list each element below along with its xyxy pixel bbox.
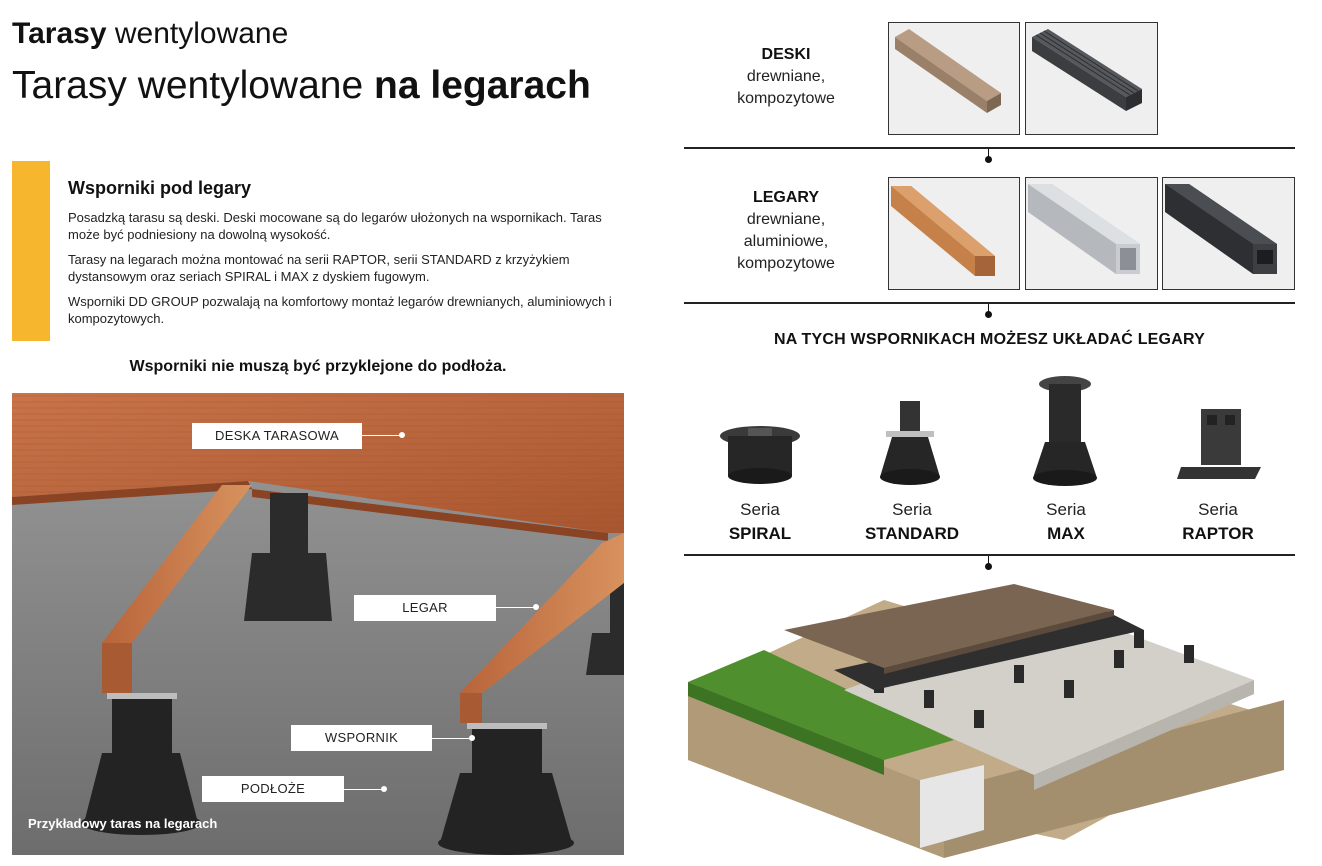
pedestal-standard [842, 498, 982, 546]
connector-dot-3 [985, 563, 992, 570]
info-paragraph-2: Tarasy na legarach można montować na serii RAPTOR, serii STANDARD z krzyżykiem dystansowym oraz seriach SPIRAL i MAX z dyskiem fugowym. [68, 252, 570, 284]
info-paragraph-1: Posadzką tarasu są deski. Deski mocowane są do legarów ułożonych na wspornikach. Taras może być podniesiony na dowolną wysokość. [68, 210, 602, 242]
divider-3 [684, 554, 1295, 556]
leader-deska [362, 435, 402, 436]
pedestal-standard-name: STANDARD [864, 524, 960, 543]
pedestal-raptor-name: RAPTOR [1182, 524, 1254, 543]
deski-title: DESKI [761, 46, 811, 63]
label-podloze: PODŁOŻE [202, 776, 344, 802]
legary-line2: aluminiowe, [743, 233, 829, 250]
standard-pedestal-icon [870, 395, 950, 490]
legary-title: LEGARY [752, 189, 820, 206]
max-pedestal-icon [1025, 372, 1105, 492]
divider-2 [684, 302, 1295, 304]
label-legar: LEGAR [354, 595, 496, 621]
accent-bar [12, 161, 50, 341]
page-title-line2 [12, 62, 591, 110]
info-paragraph-3: Wsporniki DD GROUP pozwalają na komfortowy montaż legarów drewnianych, aluminiowych i kompozytowych. [68, 294, 612, 326]
pedestals-title: NA TYCH WSPORNIKACH MOŻESZ UKŁADAĆ LEGARY [773, 331, 1205, 348]
dot-wspornik [469, 735, 475, 741]
swatch-deska-kompozytowa [1025, 22, 1158, 135]
title-rest: wentylowane [106, 17, 289, 50]
pedestal-raptor [1148, 498, 1288, 546]
spiral-pedestal-icon [710, 420, 810, 490]
swatch-legar-kompozytowy [1162, 177, 1295, 290]
pedestal-spiral [690, 498, 830, 546]
pedestal-max [996, 498, 1136, 546]
legary-label [700, 187, 872, 275]
swatch-legar-drewniany [888, 177, 1020, 290]
leader-legar [496, 607, 536, 608]
title-bold: Tarasy [12, 17, 107, 50]
subtitle-bold: na legarach [374, 64, 591, 107]
deski-label [700, 44, 872, 110]
leader-wspornik [432, 738, 472, 739]
info-box [68, 178, 628, 335]
dot-deska [399, 432, 405, 438]
dot-legar [533, 604, 539, 610]
divider-1 [684, 147, 1295, 149]
subtitle-regular: Tarasy wentylowane [12, 64, 375, 107]
legary-line1: drewniane, [746, 211, 826, 228]
photo-caption: Przykładowy taras na legarach [28, 816, 218, 831]
legary-line3: kompozytowe [737, 255, 835, 272]
connector-dot-2 [985, 311, 992, 318]
terrace-cross-section [684, 570, 1304, 860]
leader-podloze [344, 789, 384, 790]
label-wspornik: WSPORNIK [291, 725, 432, 751]
pedestal-raptor-series: Seria [1198, 500, 1238, 519]
pedestal-standard-series: Seria [892, 500, 932, 519]
connector-dot-1 [985, 156, 992, 163]
deski-line1: drewniane, [746, 68, 826, 85]
swatch-deska-drewniana [888, 22, 1020, 135]
pedestal-max-series: Seria [1046, 500, 1086, 519]
raptor-pedestal-icon [1175, 405, 1265, 485]
pedestal-spiral-name: SPIRAL [728, 524, 792, 543]
swatch-legar-aluminiowy [1025, 177, 1158, 290]
pedestal-max-name: MAX [1047, 524, 1085, 543]
pedestal-spiral-series: Seria [740, 500, 780, 519]
label-deska-tarasowa: DESKA TARASOWA [192, 423, 362, 449]
dot-podloze [381, 786, 387, 792]
page-title-line1 [12, 16, 288, 52]
note-text: Wsporniki nie muszą być przyklejone do podłoża. [129, 358, 507, 375]
deski-line2: kompozytowe [737, 90, 835, 107]
info-title: Wsporniki pod legary [68, 178, 252, 198]
